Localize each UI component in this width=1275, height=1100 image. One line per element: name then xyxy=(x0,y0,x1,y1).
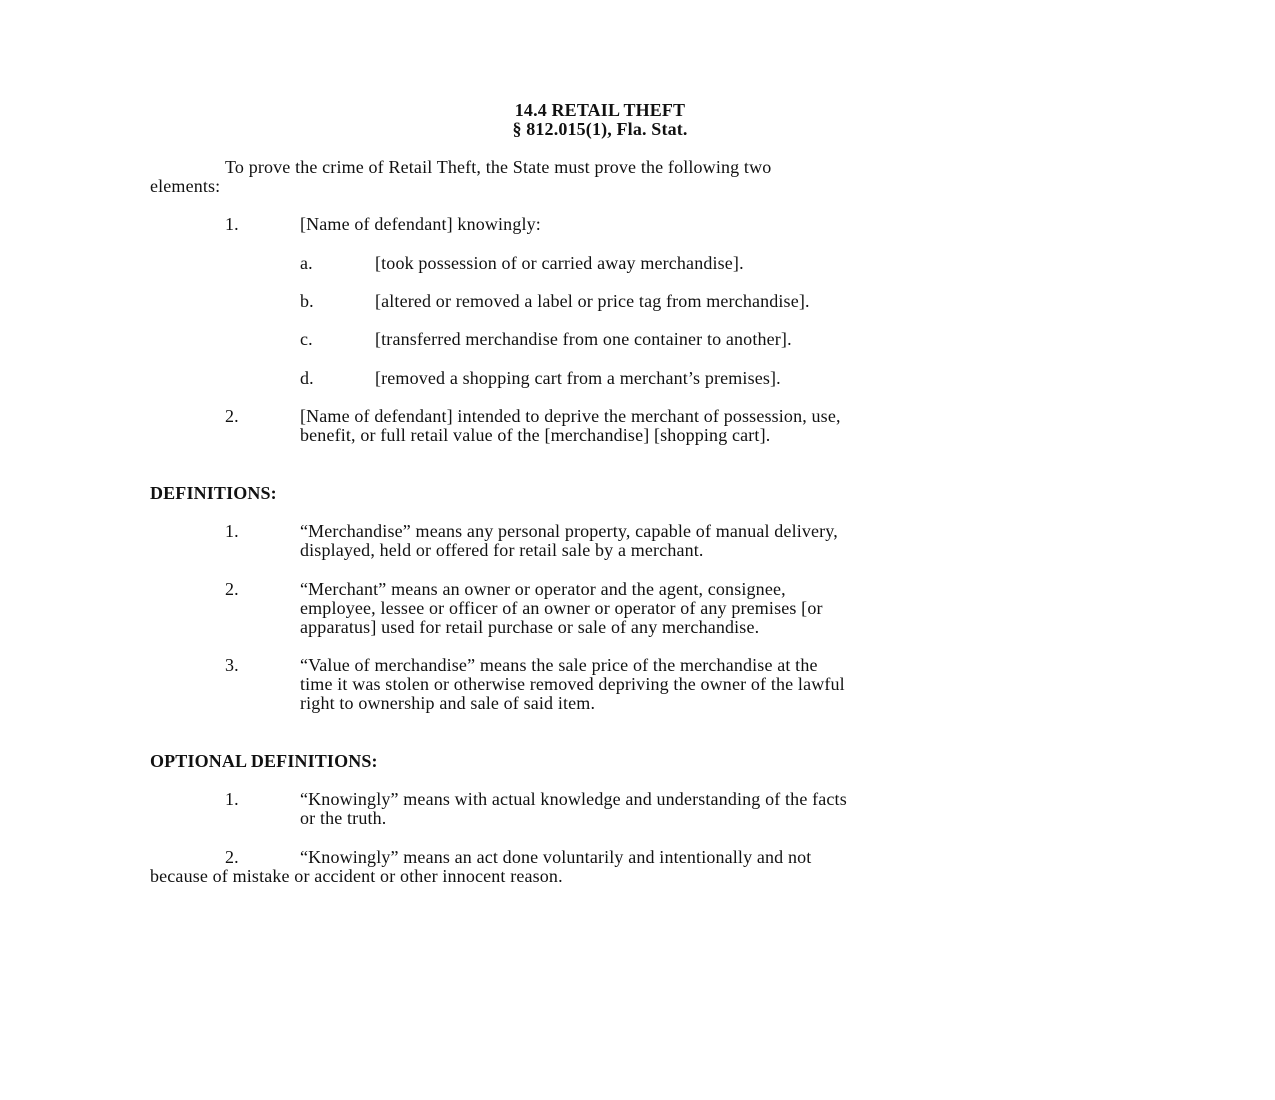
element-1-sub-d-letter: d. xyxy=(300,368,314,388)
element-1-text: [Name of defendant] knowingly: xyxy=(300,214,541,234)
element-1-number: 1. xyxy=(225,214,239,234)
optional-definition-2-line-2: because of mistake or accident or other innocent reason. xyxy=(150,866,563,886)
document-title: 14.4 RETAIL THEFT xyxy=(514,100,686,120)
optional-definition-1-line-1: “Knowingly” means with actual knowledge and understanding of the facts xyxy=(300,789,847,809)
element-1-sub-a-text: [took possession of or carried away merchandise]. xyxy=(375,253,744,273)
definition-3-line-3: right to ownership and sale of said item. xyxy=(300,693,596,713)
definition-2-line-2: employee, lessee or officer of an owner or operator of any premises [or xyxy=(300,598,823,618)
element-2-number: 2. xyxy=(225,406,239,426)
intro-line-1: To prove the crime of Retail Theft, the State must prove the following two xyxy=(225,157,772,177)
optional-definition-2-line-1: “Knowingly” means an act done voluntarily and intentionally and not xyxy=(300,847,812,867)
definition-1-number: 1. xyxy=(225,521,239,541)
intro-line-2: elements: xyxy=(150,176,221,196)
definition-1-line-1: “Merchandise” means any personal property, capable of manual delivery, xyxy=(300,521,838,541)
element-1-sub-d-text: [removed a shopping cart from a merchant’s premises]. xyxy=(375,368,781,388)
element-2-line-1: [Name of defendant] intended to deprive the merchant of possession, use, xyxy=(300,406,841,426)
definition-2-line-1: “Merchant” means an owner or operator and the agent, consignee, xyxy=(300,579,786,599)
optional-definition-1-number: 1. xyxy=(225,789,239,809)
element-1-sub-c-letter: c. xyxy=(300,329,313,349)
definition-2-number: 2. xyxy=(225,579,239,599)
optional-definitions-heading: OPTIONAL DEFINITIONS: xyxy=(150,751,378,771)
element-1-sub-a-letter: a. xyxy=(300,253,313,273)
definition-1-line-2: displayed, held or offered for retail sale by a merchant. xyxy=(300,540,704,560)
definition-2-line-3: apparatus] used for retail purchase or sale of any merchandise. xyxy=(300,617,760,637)
statute-reference: § 812.015(1), Fla. Stat. xyxy=(512,119,688,139)
element-1-sub-c-text: [transferred merchandise from one container to another]. xyxy=(375,329,792,349)
definitions-heading: DEFINITIONS: xyxy=(150,483,277,503)
element-1-sub-b-text: [altered or removed a label or price tag from merchandise]. xyxy=(375,291,810,311)
optional-definition-1-line-2: or the truth. xyxy=(300,808,387,828)
definition-3-line-1: “Value of merchandise” means the sale price of the merchandise at the xyxy=(300,655,818,675)
optional-definition-2-number: 2. xyxy=(225,847,239,867)
definition-3-line-2: time it was stolen or otherwise removed depriving the owner of the lawful xyxy=(300,674,845,694)
definition-3-number: 3. xyxy=(225,655,239,675)
element-2-line-2: benefit, or full retail value of the [merchandise] [shopping cart]. xyxy=(300,425,771,445)
element-1-sub-b-letter: b. xyxy=(300,291,314,311)
